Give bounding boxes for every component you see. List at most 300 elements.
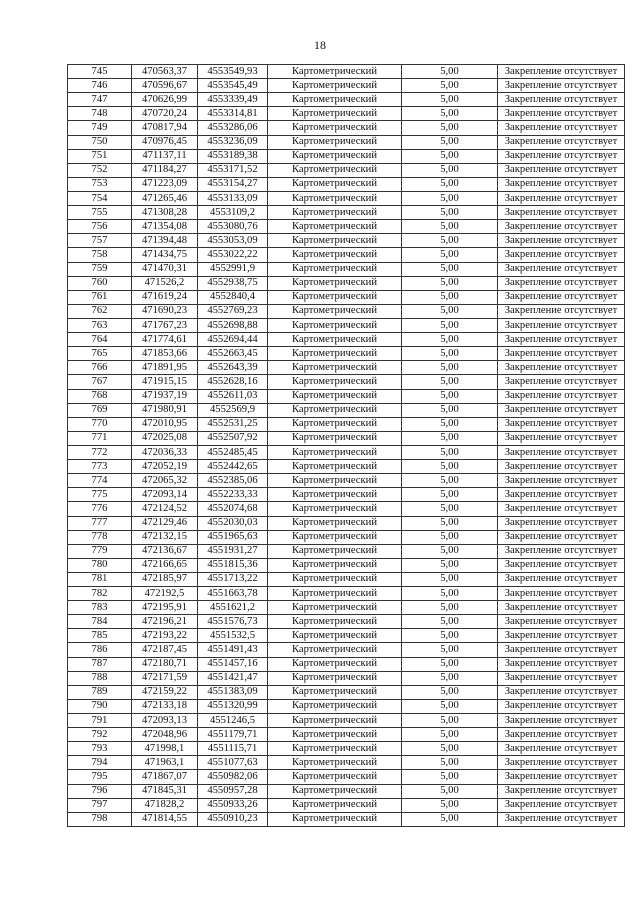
x-coordinate-cell: 471767,23 <box>132 318 198 332</box>
fixation-cell: Закрепление отсутствует <box>498 121 625 135</box>
y-coordinate-cell: 4552611,03 <box>198 389 268 403</box>
y-coordinate-cell: 4553549,93 <box>198 65 268 79</box>
accuracy-cell: 5,00 <box>402 530 498 544</box>
accuracy-cell: 5,00 <box>402 699 498 713</box>
x-coordinate-cell: 472180,71 <box>132 657 198 671</box>
method-cell: Картометрический <box>268 657 402 671</box>
method-cell: Картометрический <box>268 699 402 713</box>
point-number-cell: 791 <box>68 714 132 728</box>
method-cell: Картометрический <box>268 770 402 784</box>
point-number-cell: 757 <box>68 234 132 248</box>
table-row <box>68 460 625 474</box>
method-cell: Картометрический <box>268 107 402 121</box>
y-coordinate-cell: 4552485,45 <box>198 445 268 459</box>
point-number-cell: 792 <box>68 728 132 742</box>
x-coordinate-cell: 472065,32 <box>132 474 198 488</box>
accuracy-cell: 5,00 <box>402 502 498 516</box>
accuracy-cell: 5,00 <box>402 587 498 601</box>
point-number-cell: 772 <box>68 445 132 459</box>
x-coordinate-cell: 470563,37 <box>132 65 198 79</box>
method-cell: Картометрический <box>268 445 402 459</box>
accuracy-cell: 5,00 <box>402 728 498 742</box>
point-number-cell: 755 <box>68 206 132 220</box>
method-cell: Картометрический <box>268 163 402 177</box>
x-coordinate-cell: 471690,23 <box>132 304 198 318</box>
y-coordinate-cell: 4551663,78 <box>198 587 268 601</box>
accuracy-cell: 5,00 <box>402 262 498 276</box>
fixation-cell: Закрепление отсутствует <box>498 445 625 459</box>
table-row <box>68 445 625 459</box>
point-number-cell: 781 <box>68 572 132 586</box>
fixation-cell: Закрепление отсутствует <box>498 318 625 332</box>
y-coordinate-cell: 4553109,2 <box>198 206 268 220</box>
method-cell: Картометрический <box>268 206 402 220</box>
method-cell: Картометрический <box>268 671 402 685</box>
table-row <box>68 601 625 615</box>
y-coordinate-cell: 4551457,16 <box>198 657 268 671</box>
accuracy-cell: 5,00 <box>402 163 498 177</box>
point-number-cell: 774 <box>68 474 132 488</box>
method-cell: Картометрический <box>268 629 402 643</box>
fixation-cell: Закрепление отсутствует <box>498 671 625 685</box>
fixation-cell: Закрепление отсутствует <box>498 699 625 713</box>
fixation-cell: Закрепление отсутствует <box>498 79 625 93</box>
accuracy-cell: 5,00 <box>402 742 498 756</box>
point-number-cell: 751 <box>68 149 132 163</box>
point-number-cell: 764 <box>68 333 132 347</box>
method-cell: Картометрический <box>268 558 402 572</box>
y-coordinate-cell: 4551491,43 <box>198 643 268 657</box>
table-row <box>68 488 625 502</box>
method-cell: Картометрический <box>268 784 402 798</box>
point-number-cell: 756 <box>68 220 132 234</box>
fixation-cell: Закрепление отсутствует <box>498 135 625 149</box>
y-coordinate-cell: 4552233,33 <box>198 488 268 502</box>
y-coordinate-cell: 4552769,23 <box>198 304 268 318</box>
x-coordinate-cell: 471980,91 <box>132 403 198 417</box>
x-coordinate-cell: 471915,15 <box>132 375 198 389</box>
x-coordinate-cell: 471891,95 <box>132 361 198 375</box>
table-row <box>68 742 625 756</box>
point-number-cell: 769 <box>68 403 132 417</box>
fixation-cell: Закрепление отсутствует <box>498 389 625 403</box>
table-row <box>68 629 625 643</box>
y-coordinate-cell: 4552663,45 <box>198 347 268 361</box>
accuracy-cell: 5,00 <box>402 107 498 121</box>
fixation-cell: Закрепление отсутствует <box>498 798 625 812</box>
x-coordinate-cell: 471354,08 <box>132 220 198 234</box>
fixation-cell: Закрепление отсутствует <box>498 742 625 756</box>
point-number-cell: 754 <box>68 191 132 205</box>
fixation-cell: Закрепление отсутствует <box>498 572 625 586</box>
method-cell: Картометрический <box>268 516 402 530</box>
table-row <box>68 304 625 318</box>
table-row <box>68 347 625 361</box>
fixation-cell: Закрепление отсутствует <box>498 544 625 558</box>
coordinates-table <box>67 64 625 827</box>
table-row <box>68 403 625 417</box>
fixation-cell: Закрепление отсутствует <box>498 220 625 234</box>
table-row <box>68 318 625 332</box>
y-coordinate-cell: 4553286,06 <box>198 121 268 135</box>
method-cell: Картометрический <box>268 177 402 191</box>
y-coordinate-cell: 4551179,71 <box>198 728 268 742</box>
y-coordinate-cell: 4552531,25 <box>198 417 268 431</box>
table-row <box>68 784 625 798</box>
y-coordinate-cell: 4551621,2 <box>198 601 268 615</box>
accuracy-cell: 5,00 <box>402 318 498 332</box>
accuracy-cell: 5,00 <box>402 798 498 812</box>
table-row <box>68 206 625 220</box>
point-number-cell: 759 <box>68 262 132 276</box>
fixation-cell: Закрепление отсутствует <box>498 587 625 601</box>
table-row <box>68 107 625 121</box>
accuracy-cell: 5,00 <box>402 643 498 657</box>
x-coordinate-cell: 471526,2 <box>132 276 198 290</box>
point-number-cell: 793 <box>68 742 132 756</box>
point-number-cell: 782 <box>68 587 132 601</box>
table-row <box>68 516 625 530</box>
fixation-cell: Закрепление отсутствует <box>498 629 625 643</box>
accuracy-cell: 5,00 <box>402 629 498 643</box>
table-row <box>68 530 625 544</box>
fixation-cell: Закрепление отсутствует <box>498 417 625 431</box>
point-number-cell: 763 <box>68 318 132 332</box>
accuracy-cell: 5,00 <box>402 417 498 431</box>
accuracy-cell: 5,00 <box>402 685 498 699</box>
fixation-cell: Закрепление отсутствует <box>498 784 625 798</box>
x-coordinate-cell: 471434,75 <box>132 248 198 262</box>
point-number-cell: 768 <box>68 389 132 403</box>
point-number-cell: 750 <box>68 135 132 149</box>
y-coordinate-cell: 4552991,9 <box>198 262 268 276</box>
table-row <box>68 728 625 742</box>
table-row <box>68 798 625 812</box>
point-number-cell: 760 <box>68 276 132 290</box>
accuracy-cell: 5,00 <box>402 389 498 403</box>
y-coordinate-cell: 4553545,49 <box>198 79 268 93</box>
fixation-cell: Закрепление отсутствует <box>498 431 625 445</box>
fixation-cell: Закрепление отсутствует <box>498 333 625 347</box>
method-cell: Картометрический <box>268 714 402 728</box>
table-row <box>68 191 625 205</box>
y-coordinate-cell: 4550933,26 <box>198 798 268 812</box>
fixation-cell: Закрепление отсутствует <box>498 615 625 629</box>
y-coordinate-cell: 4553314,81 <box>198 107 268 121</box>
y-coordinate-cell: 4553189,38 <box>198 149 268 163</box>
accuracy-cell: 5,00 <box>402 812 498 826</box>
y-coordinate-cell: 4553236,09 <box>198 135 268 149</box>
point-number-cell: 762 <box>68 304 132 318</box>
method-cell: Картометрический <box>268 742 402 756</box>
point-number-cell: 784 <box>68 615 132 629</box>
table-row <box>68 93 625 107</box>
x-coordinate-cell: 472171,59 <box>132 671 198 685</box>
y-coordinate-cell: 4553053,09 <box>198 234 268 248</box>
table-row <box>68 262 625 276</box>
fixation-cell: Закрепление отсутствует <box>498 756 625 770</box>
accuracy-cell: 5,00 <box>402 544 498 558</box>
fixation-cell: Закрепление отсутствует <box>498 728 625 742</box>
table-row <box>68 135 625 149</box>
point-number-cell: 748 <box>68 107 132 121</box>
method-cell: Картометрический <box>268 615 402 629</box>
table-row <box>68 685 625 699</box>
y-coordinate-cell: 4551965,63 <box>198 530 268 544</box>
x-coordinate-cell: 472196,21 <box>132 615 198 629</box>
accuracy-cell: 5,00 <box>402 276 498 290</box>
y-coordinate-cell: 4553171,52 <box>198 163 268 177</box>
point-number-cell: 786 <box>68 643 132 657</box>
accuracy-cell: 5,00 <box>402 375 498 389</box>
y-coordinate-cell: 4550910,23 <box>198 812 268 826</box>
x-coordinate-cell: 471137,11 <box>132 149 198 163</box>
point-number-cell: 758 <box>68 248 132 262</box>
method-cell: Картометрический <box>268 685 402 699</box>
fixation-cell: Закрепление отсутствует <box>498 276 625 290</box>
method-cell: Картометрический <box>268 728 402 742</box>
table-row <box>68 431 625 445</box>
accuracy-cell: 5,00 <box>402 657 498 671</box>
accuracy-cell: 5,00 <box>402 65 498 79</box>
accuracy-cell: 5,00 <box>402 488 498 502</box>
table-row <box>68 587 625 601</box>
point-number-cell: 776 <box>68 502 132 516</box>
y-coordinate-cell: 4552569,9 <box>198 403 268 417</box>
method-cell: Картометрический <box>268 417 402 431</box>
point-number-cell: 789 <box>68 685 132 699</box>
y-coordinate-cell: 4551383,09 <box>198 685 268 699</box>
x-coordinate-cell: 472010,95 <box>132 417 198 431</box>
x-coordinate-cell: 472193,22 <box>132 629 198 643</box>
y-coordinate-cell: 4550957,28 <box>198 784 268 798</box>
accuracy-cell: 5,00 <box>402 572 498 586</box>
table-row <box>68 558 625 572</box>
method-cell: Картометрический <box>268 79 402 93</box>
point-number-cell: 775 <box>68 488 132 502</box>
method-cell: Картометрический <box>268 431 402 445</box>
point-number-cell: 779 <box>68 544 132 558</box>
point-number-cell: 790 <box>68 699 132 713</box>
accuracy-cell: 5,00 <box>402 290 498 304</box>
y-coordinate-cell: 4552442,65 <box>198 460 268 474</box>
fixation-cell: Закрепление отсутствует <box>498 714 625 728</box>
accuracy-cell: 5,00 <box>402 206 498 220</box>
method-cell: Картометрический <box>268 403 402 417</box>
point-number-cell: 796 <box>68 784 132 798</box>
x-coordinate-cell: 472093,14 <box>132 488 198 502</box>
y-coordinate-cell: 4551077,63 <box>198 756 268 770</box>
table-row <box>68 248 625 262</box>
table-row <box>68 234 625 248</box>
method-cell: Картометрический <box>268 191 402 205</box>
fixation-cell: Закрепление отсутствует <box>498 375 625 389</box>
accuracy-cell: 5,00 <box>402 431 498 445</box>
x-coordinate-cell: 471867,07 <box>132 770 198 784</box>
method-cell: Картометрический <box>268 643 402 657</box>
fixation-cell: Закрепление отсутствует <box>498 361 625 375</box>
fixation-cell: Закрепление отсутствует <box>498 191 625 205</box>
fixation-cell: Закрепление отсутствует <box>498 262 625 276</box>
accuracy-cell: 5,00 <box>402 149 498 163</box>
accuracy-cell: 5,00 <box>402 403 498 417</box>
y-coordinate-cell: 4552074,68 <box>198 502 268 516</box>
x-coordinate-cell: 472192,5 <box>132 587 198 601</box>
x-coordinate-cell: 471308,28 <box>132 206 198 220</box>
y-coordinate-cell: 4552628,16 <box>198 375 268 389</box>
point-number-cell: 795 <box>68 770 132 784</box>
table-row <box>68 417 625 431</box>
x-coordinate-cell: 471937,19 <box>132 389 198 403</box>
table-row <box>68 389 625 403</box>
accuracy-cell: 5,00 <box>402 177 498 191</box>
accuracy-cell: 5,00 <box>402 714 498 728</box>
point-number-cell: 783 <box>68 601 132 615</box>
method-cell: Картометрический <box>268 572 402 586</box>
x-coordinate-cell: 472187,45 <box>132 643 198 657</box>
table-row <box>68 812 625 826</box>
accuracy-cell: 5,00 <box>402 93 498 107</box>
x-coordinate-cell: 471394,48 <box>132 234 198 248</box>
fixation-cell: Закрепление отсутствует <box>498 516 625 530</box>
method-cell: Картометрический <box>268 488 402 502</box>
table-row <box>68 220 625 234</box>
fixation-cell: Закрепление отсутствует <box>498 290 625 304</box>
point-number-cell: 771 <box>68 431 132 445</box>
x-coordinate-cell: 472166,65 <box>132 558 198 572</box>
fixation-cell: Закрепление отсутствует <box>498 163 625 177</box>
y-coordinate-cell: 4551246,5 <box>198 714 268 728</box>
fixation-cell: Закрепление отсутствует <box>498 502 625 516</box>
table-row <box>68 657 625 671</box>
y-coordinate-cell: 4551115,71 <box>198 742 268 756</box>
point-number-cell: 766 <box>68 361 132 375</box>
fixation-cell: Закрепление отсутствует <box>498 558 625 572</box>
point-number-cell: 749 <box>68 121 132 135</box>
method-cell: Картометрический <box>268 248 402 262</box>
fixation-cell: Закрепление отсутствует <box>498 657 625 671</box>
point-number-cell: 798 <box>68 812 132 826</box>
method-cell: Картометрический <box>268 93 402 107</box>
point-number-cell: 747 <box>68 93 132 107</box>
y-coordinate-cell: 4551713,22 <box>198 572 268 586</box>
method-cell: Картометрический <box>268 460 402 474</box>
accuracy-cell: 5,00 <box>402 445 498 459</box>
x-coordinate-cell: 471814,55 <box>132 812 198 826</box>
x-coordinate-cell: 471223,09 <box>132 177 198 191</box>
accuracy-cell: 5,00 <box>402 474 498 488</box>
accuracy-cell: 5,00 <box>402 460 498 474</box>
x-coordinate-cell: 472159,22 <box>132 685 198 699</box>
method-cell: Картометрический <box>268 220 402 234</box>
method-cell: Картометрический <box>268 135 402 149</box>
table-row <box>68 671 625 685</box>
x-coordinate-cell: 471998,1 <box>132 742 198 756</box>
accuracy-cell: 5,00 <box>402 770 498 784</box>
method-cell: Картометрический <box>268 756 402 770</box>
fixation-cell: Закрепление отсутствует <box>498 248 625 262</box>
table-row <box>68 163 625 177</box>
fixation-cell: Закрепление отсутствует <box>498 304 625 318</box>
table-row <box>68 699 625 713</box>
x-coordinate-cell: 470720,24 <box>132 107 198 121</box>
accuracy-cell: 5,00 <box>402 304 498 318</box>
y-coordinate-cell: 4551576,73 <box>198 615 268 629</box>
y-coordinate-cell: 4553022,22 <box>198 248 268 262</box>
method-cell: Картометрический <box>268 587 402 601</box>
method-cell: Картометрический <box>268 333 402 347</box>
point-number-cell: 788 <box>68 671 132 685</box>
x-coordinate-cell: 471963,1 <box>132 756 198 770</box>
x-coordinate-cell: 472185,97 <box>132 572 198 586</box>
method-cell: Картометрический <box>268 65 402 79</box>
x-coordinate-cell: 472132,15 <box>132 530 198 544</box>
table-row <box>68 177 625 191</box>
coordinates-table-body <box>68 65 625 827</box>
accuracy-cell: 5,00 <box>402 784 498 798</box>
fixation-cell: Закрепление отсутствует <box>498 177 625 191</box>
fixation-cell: Закрепление отсутствует <box>498 65 625 79</box>
x-coordinate-cell: 472048,96 <box>132 728 198 742</box>
y-coordinate-cell: 4551421,47 <box>198 671 268 685</box>
x-coordinate-cell: 471828,2 <box>132 798 198 812</box>
y-coordinate-cell: 4553133,09 <box>198 191 268 205</box>
method-cell: Картометрический <box>268 389 402 403</box>
point-number-cell: 777 <box>68 516 132 530</box>
table-row <box>68 361 625 375</box>
fixation-cell: Закрепление отсутствует <box>498 149 625 163</box>
y-coordinate-cell: 4553339,49 <box>198 93 268 107</box>
method-cell: Картометрический <box>268 234 402 248</box>
x-coordinate-cell: 470817,94 <box>132 121 198 135</box>
accuracy-cell: 5,00 <box>402 601 498 615</box>
table-row <box>68 615 625 629</box>
method-cell: Картометрический <box>268 544 402 558</box>
method-cell: Картометрический <box>268 474 402 488</box>
fixation-cell: Закрепление отсутствует <box>498 107 625 121</box>
method-cell: Картометрический <box>268 304 402 318</box>
fixation-cell: Закрепление отсутствует <box>498 403 625 417</box>
fixation-cell: Закрепление отсутствует <box>498 770 625 784</box>
accuracy-cell: 5,00 <box>402 361 498 375</box>
x-coordinate-cell: 470626,99 <box>132 93 198 107</box>
y-coordinate-cell: 4552385,06 <box>198 474 268 488</box>
table-row <box>68 290 625 304</box>
point-number-cell: 752 <box>68 163 132 177</box>
fixation-cell: Закрепление отсутствует <box>498 460 625 474</box>
table-row <box>68 333 625 347</box>
accuracy-cell: 5,00 <box>402 756 498 770</box>
method-cell: Картометрический <box>268 601 402 615</box>
y-coordinate-cell: 4552840,4 <box>198 290 268 304</box>
point-number-cell: 780 <box>68 558 132 572</box>
y-coordinate-cell: 4552938,75 <box>198 276 268 290</box>
point-number-cell: 767 <box>68 375 132 389</box>
table-row <box>68 149 625 163</box>
accuracy-cell: 5,00 <box>402 121 498 135</box>
point-number-cell: 753 <box>68 177 132 191</box>
x-coordinate-cell: 472052,19 <box>132 460 198 474</box>
x-coordinate-cell: 472195,91 <box>132 601 198 615</box>
page-number: 18 <box>314 38 326 52</box>
y-coordinate-cell: 4552694,44 <box>198 333 268 347</box>
method-cell: Картометрический <box>268 121 402 135</box>
fixation-cell: Закрепление отсутствует <box>498 488 625 502</box>
fixation-cell: Закрепление отсутствует <box>498 530 625 544</box>
table-row <box>68 79 625 93</box>
point-number-cell: 787 <box>68 657 132 671</box>
y-coordinate-cell: 4552698,88 <box>198 318 268 332</box>
